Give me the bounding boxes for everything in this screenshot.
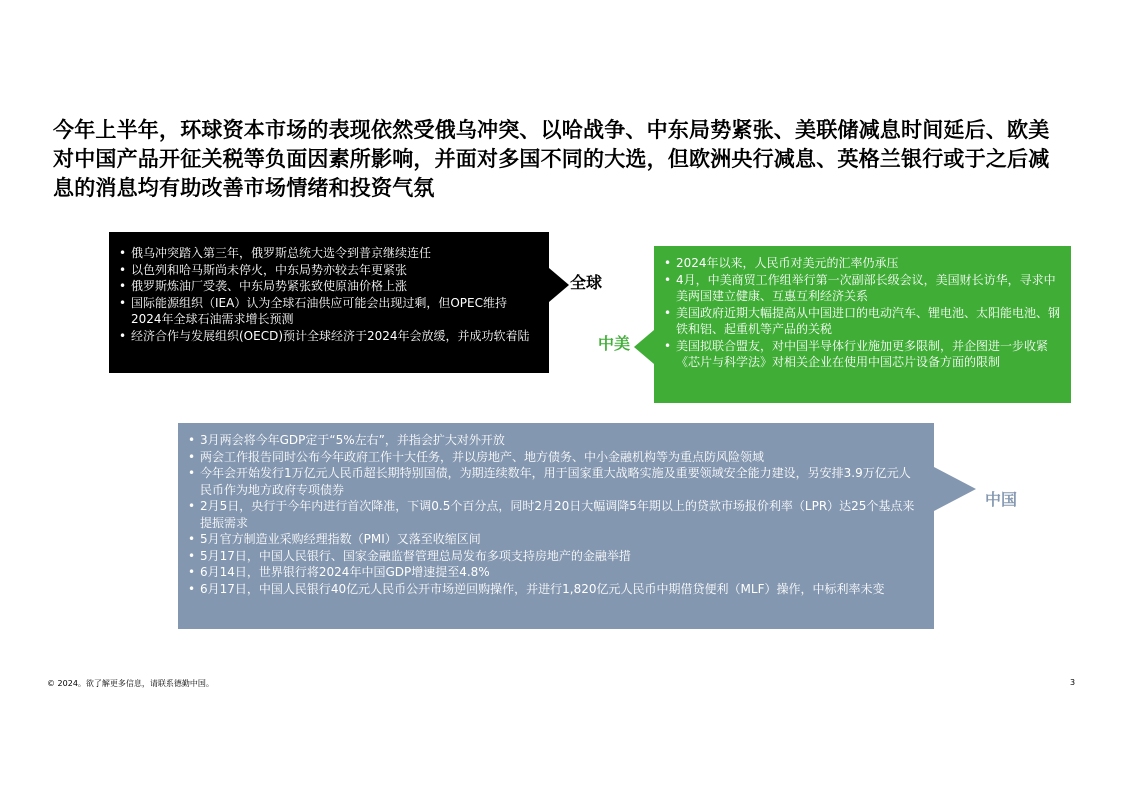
china-us-item: • 4月，中美商贸工作组举行第一次副部长级会议，美国财长访华，寻求中美两国建立健康、互惠互利经济关系: [659, 272, 1061, 305]
china-us-label: 中美: [598, 334, 631, 353]
china-item: • 2月5日，央行于今年内进行首次降准，下调0.5个百分点，同时2月20日大幅调降5年期以上的贷款市场报价利率（LPR）达25个基点来提振需求: [183, 498, 920, 531]
china-us-pointer-arrow: [634, 330, 654, 364]
china-item: • 两会工作报告同时公布今年政府工作十大任务，并以房地产、地方债务、中小金融机构等为重点防风险领域: [183, 449, 920, 466]
china-item: • 5月官方制造业采购经理指数（PMI）又落至收缩区间: [183, 531, 920, 548]
china-us-item: • 2024年以来，人民币对美元的汇率仍承压: [659, 255, 1061, 272]
global-item: • 以色列和哈马斯尚未停火，中东局势亦较去年更紧张: [114, 262, 535, 279]
china-us-item: • 美国拟联合盟友，对中国半导体行业施加更多限制，并企图进一步收紧《芯片与科学法》对相关企业在使用中国芯片设备方面的限制: [659, 338, 1061, 371]
china-label: 中国: [985, 490, 1018, 509]
china-item: • 3月两会将今年GDP定于“5%左右”，并指会扩大对外开放: [183, 432, 920, 449]
footer-copyright: © 2024。欲了解更多信息，请联系德勤中国。: [47, 679, 214, 688]
china-panel: [178, 423, 934, 629]
china-item: • 6月14日，世界银行将2024年中国GDP增速提至4.8%: [183, 564, 920, 581]
china-item: • 6月17日，中国人民银行40亿元人民币公开市场逆回购操作，并进行1,820亿元人民币中期借贷便利（MLF）操作，中标利率未变: [183, 581, 920, 598]
global-item: • 经济合作与发展组织(OECD)预计全球经济于2024年会放缓，并成功软着陆: [114, 328, 535, 345]
china-item: • 5月17日，中国人民银行、国家金融监督管理总局发布多项支持房地产的金融举措: [183, 548, 920, 565]
global-item: • 国际能源组织（IEA）认为全球石油供应可能会出现过剩，但OPEC维持2024年全球石油需求增长预测: [114, 295, 535, 328]
global-panel: [109, 232, 549, 373]
china-us-panel: [654, 246, 1071, 403]
global-label: 全球: [570, 273, 603, 292]
global-item: • 俄罗斯炼油厂受袭、中东局势紧张致使原油价格上涨: [114, 278, 535, 295]
china-list: [183, 432, 920, 597]
china-us-item: • 美国政府近期大幅提高从中国进口的电动汽车、锂电池、太阳能电池、钢铁和铝、起重机等产品的关税: [659, 305, 1061, 338]
china-item: • 今年会开始发行1万亿元人民币超长期特别国债，为期连续数年，用于国家重大战略实施及重要领域安全能力建设，另安排3.9万亿元人民币作为地方政府专项债券: [183, 465, 920, 498]
china-us-list: [659, 255, 1061, 371]
global-list: [114, 245, 535, 344]
page-headline: 今年上半年，环球资本市场的表现依然受俄乌冲突、以哈战争、中东局势紧张、美联储减息时间延后、欧美对中国产品开征关税等负面因素所影响，并面对多国不同的大选，但欧洲央行减息、英格兰银行或于之后减息的消息均有助改善市场情绪和投资气氛: [53, 118, 1050, 200]
china-pointer-arrow: [934, 467, 976, 511]
page-number: 3: [1070, 678, 1076, 687]
global-pointer-arrow: [549, 268, 569, 302]
global-item: • 俄乌冲突踏入第三年，俄罗斯总统大选令到普京继续连任: [114, 245, 535, 262]
